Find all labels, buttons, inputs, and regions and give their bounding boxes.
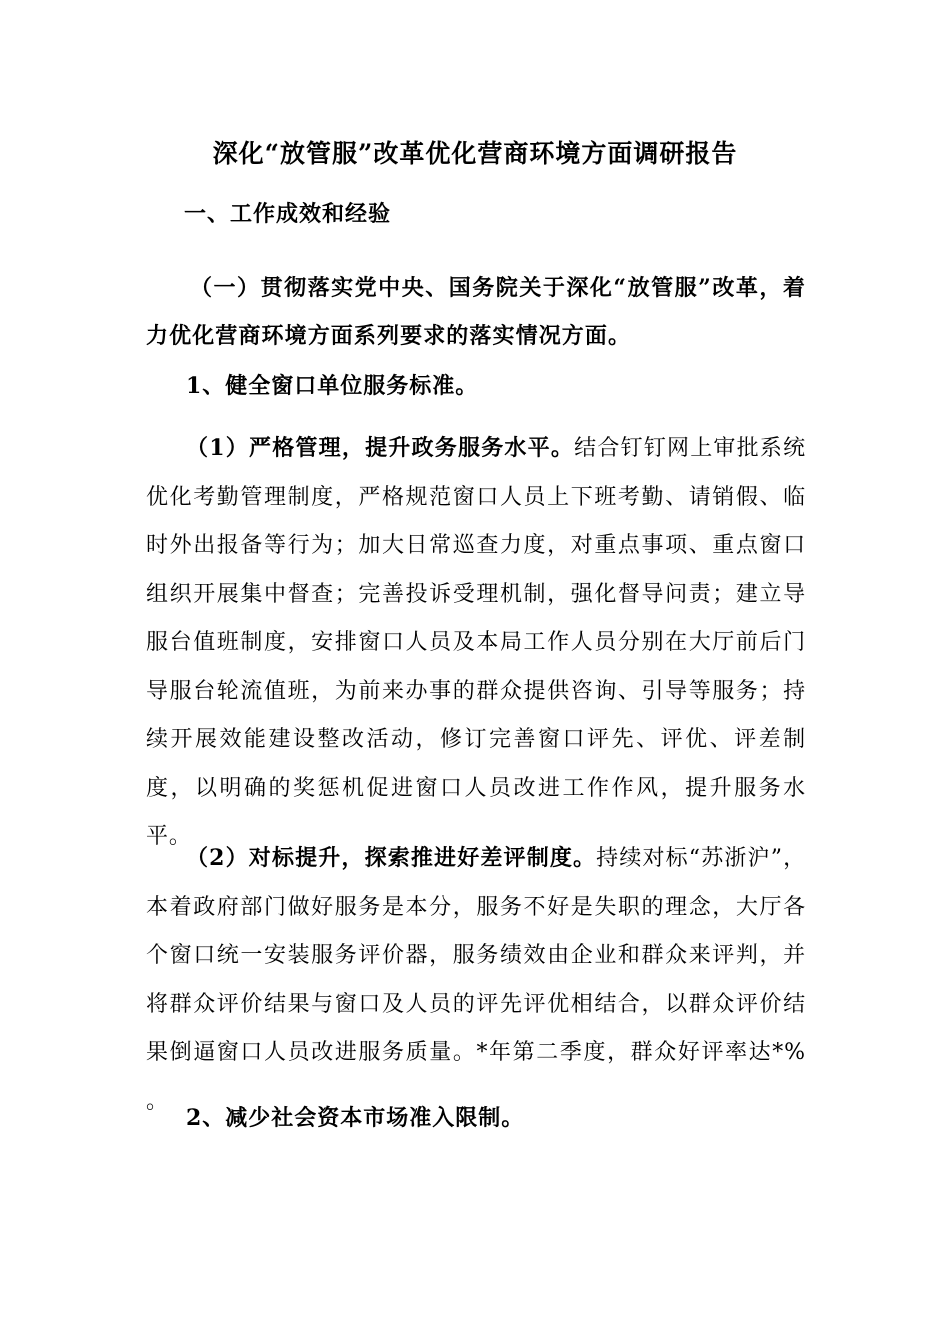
document-title: 深化“放管服”改革优化营商环境方面调研报告 (212, 139, 738, 168)
paragraph-benchmark-evaluation (146, 834, 806, 1126)
paragraph-lead-benchmark-evaluation: （2）对标提升，探索推进好差评制度。 (186, 845, 597, 871)
item-heading-window-service-standards: 1、健全窗口单位服务标准。 (186, 373, 479, 399)
section-heading-work-results: 一、工作成效和经验 (184, 201, 392, 227)
paragraph-lead-strict-management: （1）严格管理，提升政务服务水平。 (186, 435, 575, 461)
paragraph-body-strict-management: 结合钉钉网上审批系统优化考勤管理制度，严格规范窗口人员上下班考勤、请销假、临时外出报备等行为；加大日常巡查力度，对重点事项、重点窗口组织开展集中督查；完善投诉受理机制，强化督导问责；建立导服台值班制度，安排窗口人员及本局工作人员分别在大厅前后门导服台轮流值班，为前来办事的群众提供咨询、引导等服务；持续开展效能建设整改活动，修订完善窗口评先、评优、评差制度，以明确的奖惩机促进窗口人员改进工作作风，提升服务水平。 (146, 436, 806, 849)
paragraph-body-benchmark-evaluation: 持续对标“苏浙沪”，本着政府部门做好服务是本分，服务不好是失职的理念，大厅各个窗口统一安装服务评价器，服务绩效由企业和群众来评判，并将群众评价结果与窗口及人员的评先评优相结合，以群众评价结果倒逼窗口人员改进服务质量。*年第二季度，群众好评率达*% 。 (146, 846, 806, 1114)
subsection-heading-implementation: （一）贯彻落实党中央、国务院关于深化“放管服”改革，着力优化营商环境方面系列要求的落实情况方面。 (146, 275, 806, 349)
item-heading-market-access: 2、减少社会资本市场准入限制。 (186, 1105, 525, 1131)
paragraph-strict-management (146, 424, 806, 862)
